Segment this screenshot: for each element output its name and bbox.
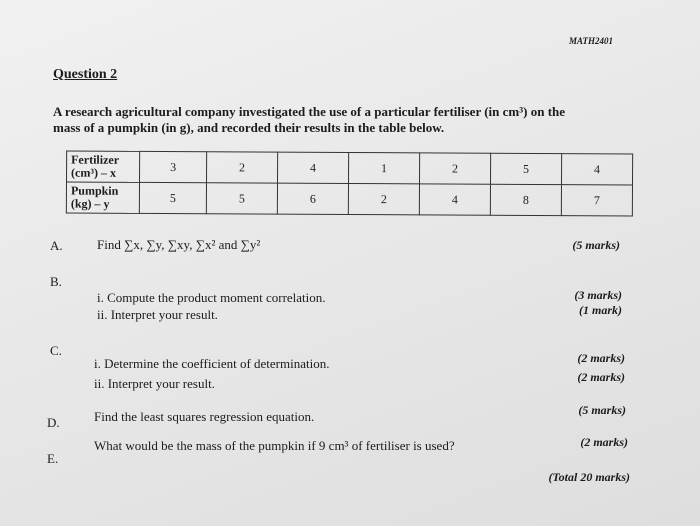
question-intro bbox=[53, 104, 613, 136]
part-d-label: D. bbox=[47, 415, 60, 430]
table-cell: 6 bbox=[277, 183, 348, 214]
intro-line-2: mass of a pumpkin (in g), and recorded their results in the table below. bbox=[53, 120, 445, 135]
table-cell: 3 bbox=[140, 151, 207, 182]
part-c-item-1: i. Determine the coefficient of determination. bbox=[94, 356, 330, 371]
part-e-marks: (2 marks) bbox=[580, 435, 628, 449]
part-e-label: E. bbox=[47, 451, 59, 466]
part-b-marks-1: (3 marks) bbox=[574, 288, 622, 302]
part-c-label: C. bbox=[50, 343, 62, 358]
table-cell: 8 bbox=[490, 184, 561, 215]
table-cell: 4 bbox=[278, 152, 349, 183]
row-header-fertilizer: Fertilizer (cm³) – x bbox=[67, 151, 140, 182]
data-table bbox=[66, 151, 633, 217]
part-c-item-2: ii. Interpret your result. bbox=[94, 376, 215, 391]
part-a-text: Find ∑x, ∑y, ∑xy, ∑x² and ∑y² bbox=[97, 237, 261, 252]
table-cell: 2 bbox=[419, 153, 490, 184]
part-b-item-2: ii. Interpret your result. bbox=[97, 307, 218, 322]
table-cell: 2 bbox=[207, 152, 278, 183]
part-a-marks: (5 marks) bbox=[572, 238, 620, 252]
table-row-pumpkin bbox=[66, 182, 632, 216]
part-d-marks: (5 marks) bbox=[578, 403, 626, 417]
table-cell: 5 bbox=[139, 182, 206, 213]
table-cell: 5 bbox=[490, 153, 561, 184]
part-a-label: A. bbox=[50, 238, 63, 253]
part-c-marks-2: (2 marks) bbox=[577, 370, 625, 384]
table-cell: 4 bbox=[419, 184, 490, 215]
row-header-pumpkin: Pumpkin (kg) – y bbox=[66, 182, 139, 213]
table-cell: 7 bbox=[561, 185, 632, 216]
course-code: MATH2401 bbox=[569, 36, 614, 46]
table-cell: 2 bbox=[348, 183, 419, 214]
total-marks: (Total 20 marks) bbox=[548, 470, 630, 484]
table-cell: 1 bbox=[349, 152, 420, 183]
table-cell: 4 bbox=[561, 154, 632, 185]
intro-line-1: A research agricultural company investigated the use of a particular fertiliser (in cm³) on the bbox=[53, 104, 566, 119]
question-title: Question 2 bbox=[53, 67, 118, 82]
part-c-marks-1: (2 marks) bbox=[577, 351, 625, 365]
part-b-item-1: i. Compute the product moment correlation. bbox=[97, 290, 326, 305]
part-b-marks-2: (1 mark) bbox=[579, 303, 622, 317]
part-b-label: B. bbox=[50, 274, 62, 289]
part-d-text: Find the least squares regression equation. bbox=[94, 409, 315, 424]
table-cell: 5 bbox=[206, 183, 277, 214]
part-e-text: What would be the mass of the pumpkin if 9 cm³ of fertiliser is used? bbox=[94, 438, 455, 453]
table-row-fertilizer bbox=[67, 151, 633, 185]
